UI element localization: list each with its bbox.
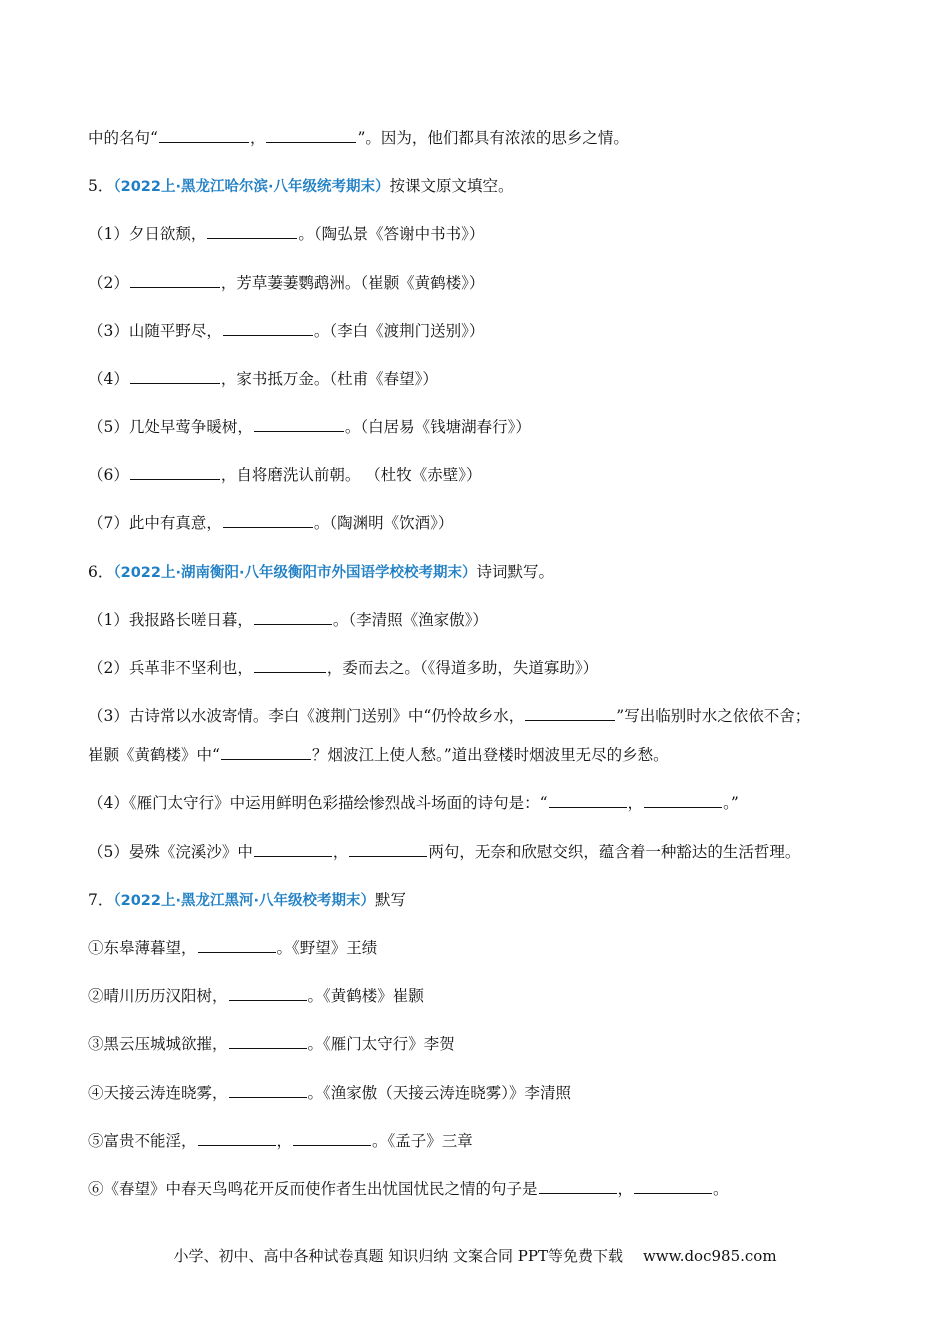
question-7-item-6: ⑥《春望》中春天鸟鸣花开反而使作者生出忧国忧民之情的句子是 ， 。: [88, 1180, 729, 1198]
question-5-item-2: （2） ，芳草萋萋鹦鹉洲。（崔颢《黄鹤楼》）: [88, 274, 485, 292]
question-6-item-5: （5）晏殊《浣溪沙》中 ， 两句，无奈和欣慰交织，蕴含着一种豁达的生活哲理。: [88, 843, 801, 861]
question-7-header: 7．（2022上·黑龙江黑河·八年级校考期末）默写: [88, 891, 407, 909]
answer-blank[interactable]: [254, 417, 344, 432]
answer-blank[interactable]: [229, 1083, 307, 1098]
answer-blank[interactable]: [198, 1131, 276, 1146]
answer-blank[interactable]: [254, 658, 326, 673]
question-7-item-3: ③黑云压城城欲摧， 。《雁门太守行》李贺: [88, 1035, 455, 1053]
question-6-header: 6．（2022上·湖南衡阳·八年级衡阳市外国语学校校考期末）诗词默写。: [88, 563, 555, 581]
question-6-item-1: （1）我报路长嗟日暮， 。（李清照《渔家傲》）: [88, 611, 488, 629]
answer-blank[interactable]: [525, 706, 615, 721]
line-continuation: 中的名句“ ， ”。因为，他们都具有浓浓的思乡之情。: [88, 129, 629, 147]
question-7-item-1: ①东皋薄暮望， 。《野望》王绩: [88, 939, 378, 957]
answer-blank[interactable]: [130, 369, 220, 384]
footer-text: 小学、初中、高中各种试卷真题 知识归纳 文案合同 PPT等免费下载: [173, 1247, 623, 1265]
question-7-item-4: ④天接云涛连晓雾， 。《渔家傲（天接云涛连晓雾）》李清照: [88, 1084, 572, 1102]
page-footer: [0, 1245, 950, 1266]
question-source: （2022上·黑龙江哈尔滨·八年级统考期末）: [113, 179, 390, 195]
answer-blank[interactable]: [634, 1179, 712, 1194]
answer-blank[interactable]: [349, 842, 427, 857]
question-6-item-3a: （3）古诗常以水波寄情。李白《渡荆门送别》中“仍怜故乡水， ”写出临别时水之依依不舍；: [88, 707, 811, 725]
answer-blank[interactable]: [221, 745, 311, 760]
answer-blank[interactable]: [254, 610, 332, 625]
answer-blank[interactable]: [130, 273, 220, 288]
answer-blank[interactable]: [207, 224, 297, 239]
answer-blank[interactable]: [198, 938, 276, 953]
answer-blank[interactable]: [223, 513, 313, 528]
question-5-item-1: （1）夕日欲颓， 。（陶弘景《答谢中书书》）: [88, 225, 485, 243]
question-5-item-7: （7）此中有真意， 。（陶渊明《饮酒》）: [88, 514, 454, 532]
question-5-item-6: （6） ，自将磨洗认前朝。 （杜牧《赤壁》）: [88, 466, 482, 484]
answer-blank[interactable]: [159, 128, 249, 143]
answer-blank[interactable]: [130, 465, 220, 480]
answer-blank[interactable]: [223, 321, 313, 336]
answer-blank[interactable]: [539, 1179, 617, 1194]
answer-blank[interactable]: [549, 793, 627, 808]
question-6-item-2: （2）兵革非不坚利也， ，委而去之。（《得道多助，失道寡助》）: [88, 659, 599, 677]
footer-url[interactable]: www.doc985.com: [642, 1247, 777, 1265]
question-7-item-5: ⑤富贵不能淫， ， 。《孟子》三章: [88, 1132, 473, 1150]
answer-blank[interactable]: [644, 793, 722, 808]
question-5-item-4: （4） ，家书抵万金。（杜甫《春望》）: [88, 370, 438, 388]
question-5-item-5: （5）几处早莺争暖树， 。（白居易《钱塘湖春行》）: [88, 418, 531, 436]
answer-blank[interactable]: [293, 1131, 371, 1146]
question-6-item-3b: 崔颢《黄鹤楼》中“ ？烟波江上使人愁。”道出登楼时烟波里无尽的乡愁。: [88, 746, 669, 764]
answer-blank[interactable]: [229, 1034, 307, 1049]
question-5-item-3: （3）山随平野尽， 。（李白《渡荆门送别》）: [88, 322, 485, 340]
answer-blank[interactable]: [266, 128, 356, 143]
answer-blank[interactable]: [229, 986, 307, 1001]
question-5-header: 5．（2022上·黑龙江哈尔滨·八年级统考期末）按课文原文填空。: [88, 177, 514, 195]
answer-blank[interactable]: [254, 842, 332, 857]
question-6-item-4: （4）《雁门太守行》中运用鲜明色彩描绘惨烈战斗场面的诗句是：“ ， 。”: [88, 794, 739, 812]
question-7-item-2: ②晴川历历汉阳树， 。《黄鹤楼》崔颢: [88, 987, 424, 1005]
question-source: （2022上·黑龙江黑河·八年级校考期末）: [113, 893, 375, 909]
question-source: （2022上·湖南衡阳·八年级衡阳市外国语学校校考期末）: [113, 565, 477, 581]
